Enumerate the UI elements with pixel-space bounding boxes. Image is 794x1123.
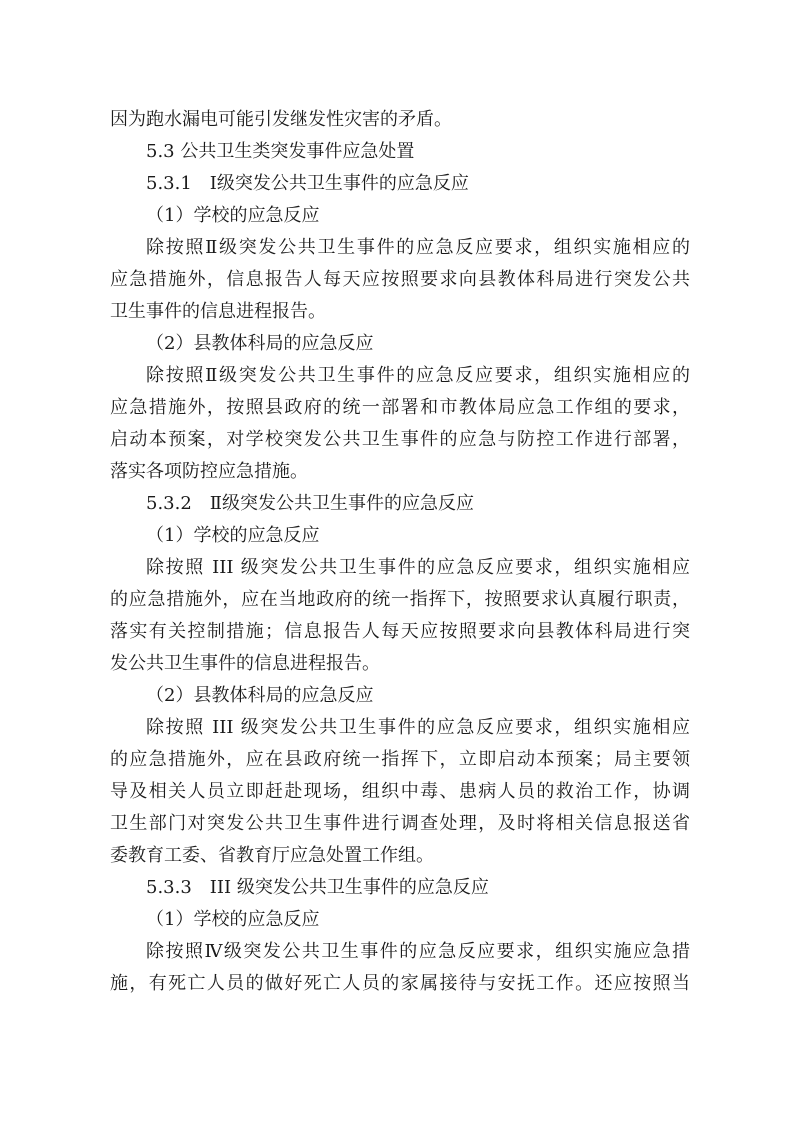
text-line: 的应急措施外，应在当地政府的统一指挥下，按照要求认真履行职责，: [110, 589, 690, 610]
item-heading: （1）学校的应急反应: [146, 909, 320, 930]
text-line: 启动本预案，对学校突发公共卫生事件的应急与防控工作进行部署，: [110, 429, 690, 450]
text-line: 除按照 III 级突发公共卫生事件的应急反应要求，组织实施相应: [146, 557, 690, 578]
text-line: 除按照Ⅱ级突发公共卫生事件的应急反应要求，组织实施相应的: [146, 365, 690, 386]
item-heading: （1）学校的应急反应: [146, 525, 320, 546]
text-line: 导及相关人员立即赶赴现场，组织中毒、患病人员的救治工作，协调: [110, 781, 690, 802]
text-line: 除按照Ⅱ级突发公共卫生事件的应急反应要求，组织实施相应的: [146, 237, 690, 258]
text-line: 因为跑水漏电可能引发继发性灾害的矛盾。: [110, 109, 452, 130]
item-heading: （2）县教体科局的应急反应: [146, 685, 374, 706]
text-line: 施，有死亡人员的做好死亡人员的家属接待与安抚工作。还应按照当: [110, 973, 690, 994]
text-line: 应急措施外，信息报告人每天应按照要求向县教体科局进行突发公共: [110, 269, 690, 290]
subsection-heading: 5.3.3 III 级突发公共卫生事件的应急反应: [146, 877, 489, 898]
text-line: 发公共卫生事件的信息进程报告。: [110, 653, 380, 674]
section-heading: 5.3 公共卫生类突发事件应急处置: [146, 141, 415, 162]
text-line: 落实各项防控应急措施。: [110, 461, 308, 482]
text-line: 委教育工委、省教育厅应急处置工作组。: [110, 845, 434, 866]
subsection-heading: 5.3.1 Ⅰ级突发公共卫生事件的应急反应: [146, 173, 469, 194]
text-line: 除按照 III 级突发公共卫生事件的应急反应要求，组织实施相应: [146, 717, 690, 738]
text-line: 卫生事件的信息进程报告。: [110, 301, 326, 322]
document-body: [110, 104, 690, 1000]
text-line: 落实有关控制措施；信息报告人每天应按照要求向县教体科局进行突: [110, 621, 690, 642]
subsection-heading: 5.3.2 Ⅱ级突发公共卫生事件的应急反应: [146, 493, 475, 514]
item-heading: （2）县教体科局的应急反应: [146, 333, 374, 354]
text-line: 应急措施外，按照县政府的统一部署和市教体局应急工作组的要求，: [110, 397, 690, 418]
text-line: 的应急措施外，应在县政府统一指挥下，立即启动本预案；局主要领: [110, 749, 690, 770]
item-heading: （1）学校的应急反应: [146, 205, 320, 226]
text-line: 除按照Ⅳ级突发公共卫生事件的应急反应要求，组织实施应急措: [146, 941, 690, 962]
text-line: 卫生部门对突发公共卫生事件进行调查处理，及时将相关信息报送省: [110, 813, 690, 834]
